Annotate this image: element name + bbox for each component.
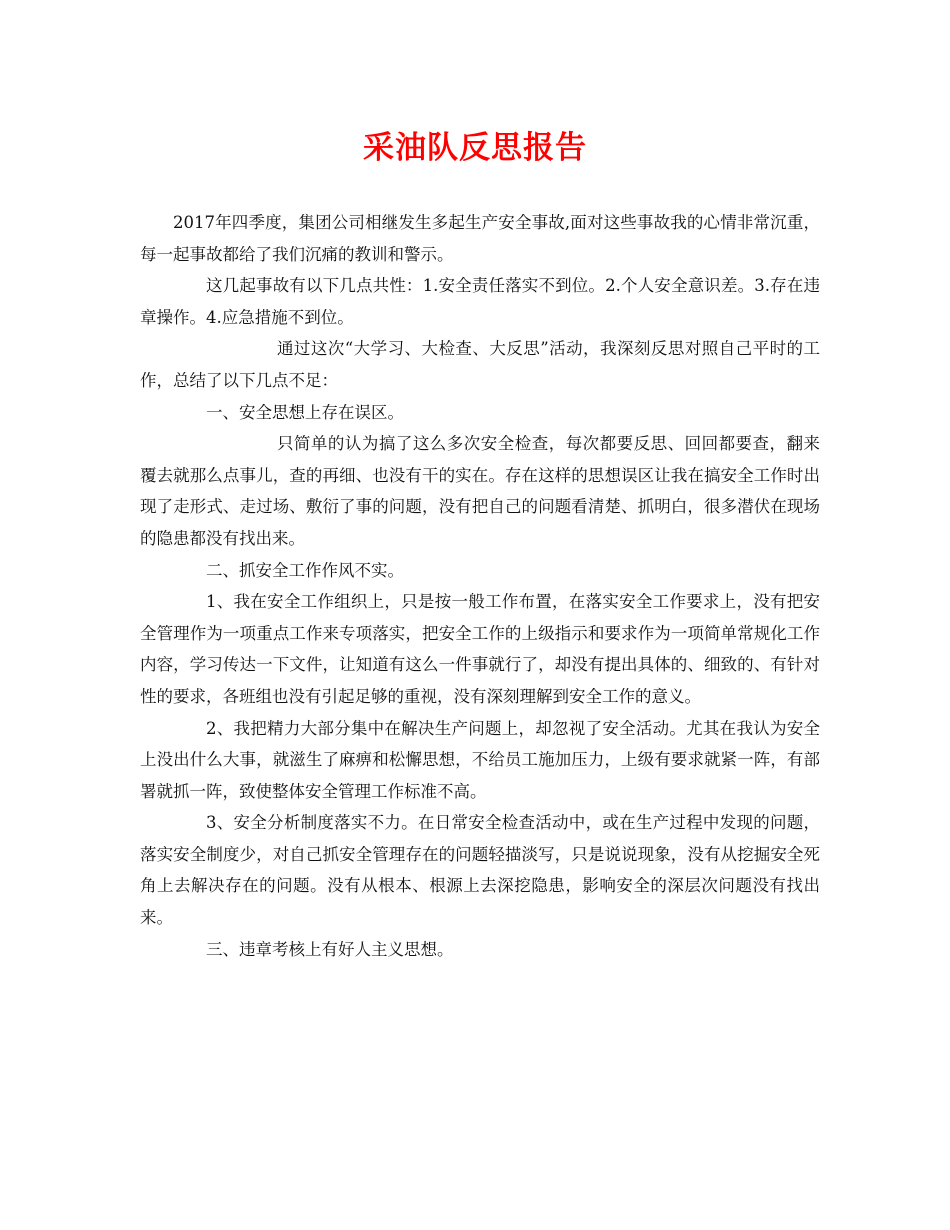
paragraph-intro: 2017年四季度，集团公司相继发生多起生产安全事故,面对这些事故我的心情非常沉重，每一起事故都给了我们沉痛的教训和警示。 <box>140 213 820 264</box>
paragraph-section-2-item-3: 3、安全分析制度落实不力。在日常安全检查活动中，或在生产过程中发现的问题，落实安全制度少，对自己抓安全管理存在的问题轻描淡写，只是说说现象，没有从挖掘安全死角上去解决存在的问题。没有从根本、根源上去深挖隐患，影响安全的深层次问题没有找出来。 <box>140 813 820 928</box>
section-heading-1: 一、安全思想上存在误区。 <box>206 402 404 422</box>
paragraph-section-2-item-1: 1、我在安全工作组织上，只是按一般工作布置，在落实安全工作要求上，没有把安全管理作为一项重点工作来专项落实，把安全工作的上级指示和要求作为一项简单常规化工作内容，学习传达一下文件，让知道有这么一件事就行了，却没有提出具体的、细致的、有针对性的要求，各班组也没有引起足够的重视，没有深刻理解到安全工作的意义。 <box>140 592 820 706</box>
section-heading-3: 三、违章考核上有好人主义思想。 <box>206 939 454 959</box>
section-heading-2: 二、抓安全工作作风不实。 <box>206 560 404 580</box>
paragraph-section-2-item-2: 2、我把精力大部分集中在解决生产问题上，却忽视了安全活动。尤其在我认为安全上没出什么大事，就滋生了麻痹和松懈思想，不给员工施加压力，上级有要求就紧一阵，有部署就抓一阵，致使整体安全管理工作标准不高。 <box>140 718 820 801</box>
paragraph-reflection: 通过这次“大学习、大检查、大反思”活动，我深刻反思对照自己平时的工作，总结了以下几点不足： <box>140 339 820 390</box>
document-body <box>140 207 820 965</box>
paragraph-common-points: 这几起事故有以下几点共性：1.安全责任落实不到位。2.个人安全意识差。3.存在违章操作。4.应急措施不到位。 <box>140 276 820 327</box>
paragraph-section-1: 只简单的认为搞了这么多次安全检查，每次都要反思、回回都要查，翻来覆去就那么点事儿，查的再细、也没有干的实在。存在这样的思想误区让我在搞安全工作时出现了走形式、走过场、敷衍了事的问题，没有把自己的问题看清楚、抓明白，很多潜伏在现场的隐患都没有找出来。 <box>140 434 820 548</box>
document-title: 采油队反思报告 <box>363 130 587 166</box>
